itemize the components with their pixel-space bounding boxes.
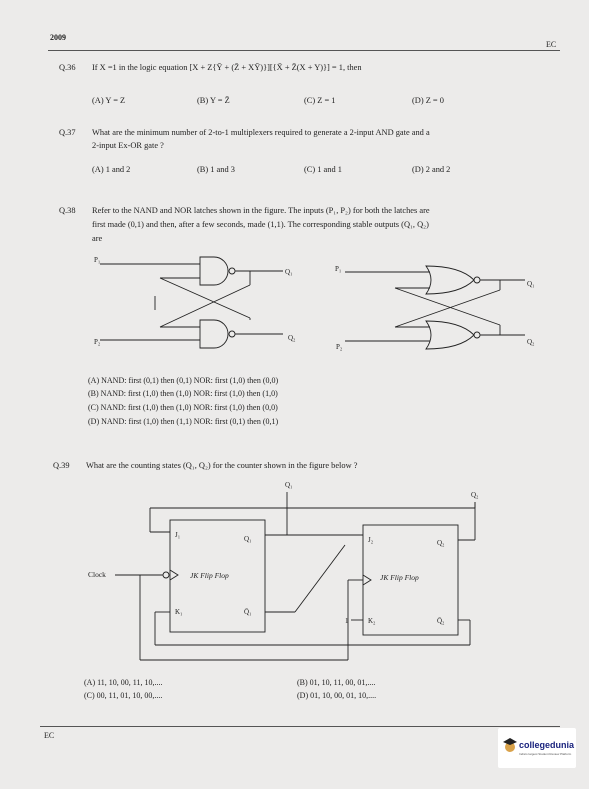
nand-q1-label: Q₁ xyxy=(285,268,293,276)
ff1-j-label: J₁ xyxy=(175,531,181,539)
nor-q2-label: Q₂ xyxy=(527,338,535,346)
q36-option-c: (C) Z = 1 xyxy=(304,96,336,105)
q39-option-c: (C) 00, 11, 01, 10, 00,.... xyxy=(84,691,163,700)
ff2-q-label: Q₂ xyxy=(437,539,445,547)
q39-number: Q.39 xyxy=(53,461,70,470)
q39-option-d: (D) 01, 10, 00, 01, 10,.... xyxy=(297,691,377,700)
ff2-k-label: K₂ xyxy=(368,617,376,625)
logo-name: collegedunia xyxy=(519,740,575,750)
ff2-qbar-label: Q̄₂ xyxy=(437,617,445,625)
q36-option-a: (A) Y = Z xyxy=(92,96,126,105)
ff1-qbar-label: Q̄₁ xyxy=(244,608,252,616)
q37-option-a: (A) 1 and 2 xyxy=(92,165,131,174)
q37-option-c: (C) 1 and 1 xyxy=(304,165,342,174)
q36-option-b: (B) Y = Z̄ xyxy=(197,96,230,105)
nand-p1-label: P₁ xyxy=(94,256,101,264)
k2-constant-one: 1 xyxy=(345,617,349,625)
q39-option-b: (B) 01, 10, 11, 00, 01,.... xyxy=(297,678,376,687)
q37-stem-line1: What are the minimum number of 2-to-1 multiplexers required to generate a 2-input AND gate and a xyxy=(92,128,430,137)
nor-p2-label: P₂ xyxy=(336,343,343,351)
q39-stem: What are the counting states (Q₁, Q₂) for the counter shown in the figure below ? xyxy=(86,461,358,470)
q1-output-label: Q₁ xyxy=(285,481,293,489)
nand-q2-label: Q₂ xyxy=(288,334,296,342)
q2-output-label: Q₂ xyxy=(471,491,479,499)
nand-p2-label: P₂ xyxy=(94,338,101,346)
nor-p1-label: P₁ xyxy=(335,265,342,273)
ff1-q-label: Q₁ xyxy=(244,535,252,543)
q38-option-d: (D) NAND: first (1,0) then (1,1) NOR: first (0,1) then (0,1) xyxy=(88,417,279,426)
nor-q1-label: Q₁ xyxy=(527,280,535,288)
q37-option-b: (B) 1 and 3 xyxy=(197,165,235,174)
q37-stem-line2: 2-input Ex-OR gate ? xyxy=(92,141,164,150)
paper-code-footer: EC xyxy=(44,731,55,740)
q38-option-c: (C) NAND: first (1,0) then (1,0) NOR: first (1,0) then (0,0) xyxy=(88,403,278,412)
q39-option-a: (A) 11, 10, 00, 11, 10,.... xyxy=(84,678,163,687)
q38-stem-line3: are xyxy=(92,234,103,243)
ff1-title: JK Flip Flop xyxy=(190,571,229,580)
q36-number: Q.36 xyxy=(59,63,76,72)
q38-option-a: (A) NAND: first (0,1) then (0,1) NOR: first (1,0) then (0,0) xyxy=(88,376,279,385)
q36-stem: If X =1 in the logic equation [X + Z{Ȳ + (Z̄ + XȲ)}][{X̄ + Z̄(X + Y)}] = 1, then xyxy=(92,63,362,72)
footer-rule xyxy=(40,726,560,727)
logo-tagline: India's largest Student Review Platform xyxy=(519,752,572,756)
q36-option-d: (D) Z = 0 xyxy=(412,96,444,105)
q37-option-d: (D) 2 and 2 xyxy=(412,165,451,174)
ff1-k-label: K₁ xyxy=(175,608,183,616)
q38-number: Q.38 xyxy=(59,206,76,215)
ff2-j-label: J₂ xyxy=(368,536,374,544)
graduate-icon xyxy=(502,737,518,755)
paper-code-header: EC xyxy=(546,40,557,49)
collegedunia-logo xyxy=(498,728,576,768)
ff2-title: JK Flip Flop xyxy=(380,573,419,582)
year-label: 2009 xyxy=(50,33,66,42)
q38-stem-line2: first made (0,1) and then, after a few seconds, made (1,1). The corresponding stable outputs (Q₁, Q₂) xyxy=(92,220,429,229)
clock-label: Clock xyxy=(88,570,106,579)
q37-number: Q.37 xyxy=(59,128,76,137)
q38-stem-line1: Refer to the NAND and NOR latches shown in the figure. The inputs (P₁, P₂) for both the latches are xyxy=(92,206,430,215)
q38-option-b: (B) NAND: first (1,0) then (1,0) NOR: first (1,0) then (1,0) xyxy=(88,389,278,398)
